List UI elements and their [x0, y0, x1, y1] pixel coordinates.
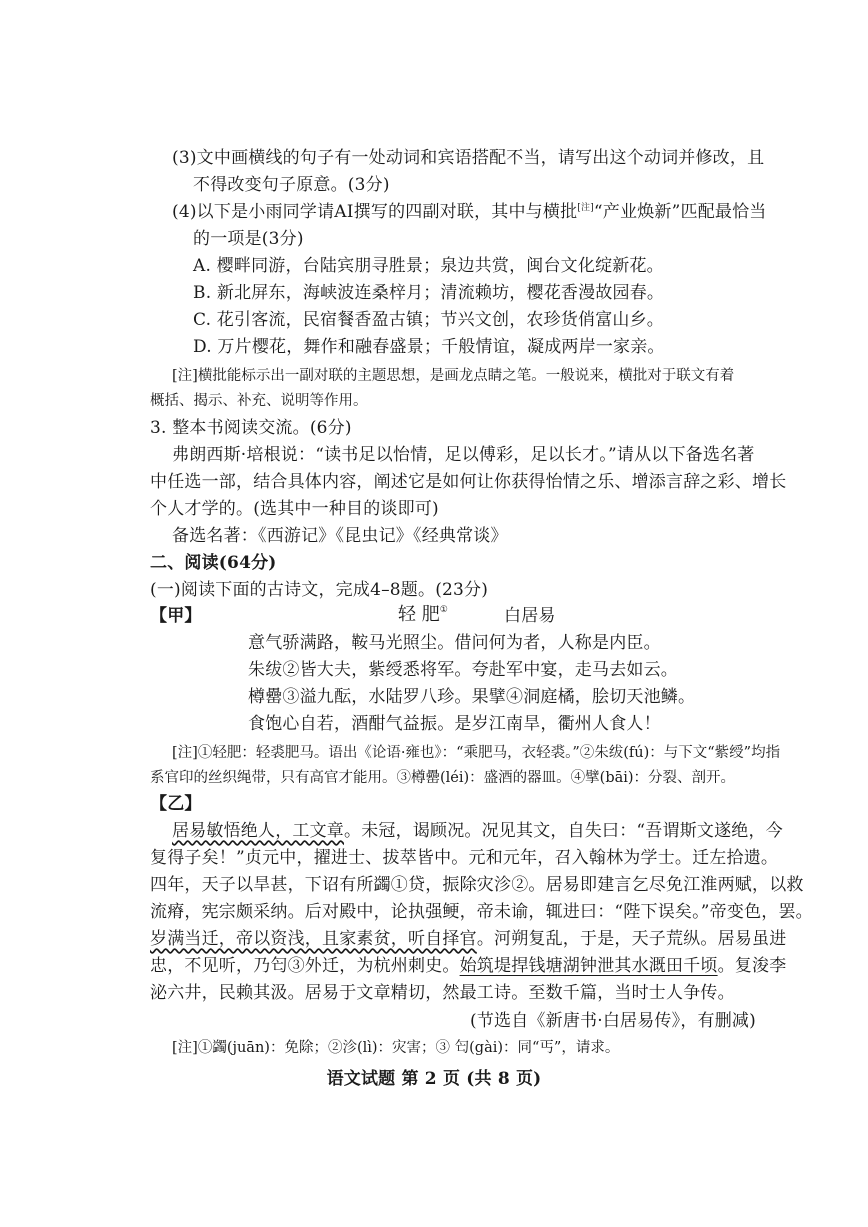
question-4-text-a: (4)以下是小雨同学请AI撰写的四副对联，其中与横批 — [172, 202, 578, 222]
poem-label: 【甲】 — [150, 606, 202, 626]
poem-title-text: 轻 肥 — [398, 604, 440, 625]
option-c: C. 花引客流，民宿餐香盈古镇；节兴文创，农珍货俏富山乡。 — [193, 310, 665, 330]
poem-line: 朱绂②皆大夫，紫绶悉将军。夸赴军中宴，走马去如云。 — [248, 660, 678, 680]
option-b: B. 新北屏东，海峡波连桑梓月；清流赖坊，樱花香漫故园春。 — [193, 283, 665, 303]
book-list: 备选名著：《西游记》《昆虫记》《经典常谈》 — [172, 526, 508, 546]
question-4-line-2: 的一项是(3分) — [193, 229, 304, 249]
poem-title — [398, 606, 448, 624]
prose-line: 流瘠，宪宗颇采纳。后对殿中，论执强鲠，帝未谕，辄进曰：“陛下误矣。”帝变色，罢。 — [150, 902, 813, 922]
poem-line: 意气骄满路，鞍马光照尘。借问何为者，人称是内臣。 — [248, 633, 661, 653]
page-footer: 语文试题 第 2 页 (共 8 页) — [326, 1069, 542, 1089]
prose-source: (节选自《新唐书·白居易传》，有删减) — [470, 1011, 756, 1031]
note-marker: [注] — [577, 203, 594, 213]
underlined-sentence: 始筑堤捍钱塘湖钟泄其水溉田千顷 — [459, 956, 718, 976]
question-3-line-2: 不得改变句子原意。(3分) — [193, 175, 390, 195]
section-2-subtitle: (一)阅读下面的古诗文，完成4–8题。(23分) — [150, 580, 489, 600]
option-d: D. 万片樱花，舞作和融春盛景；千般情谊，凝成两岸一家亲。 — [193, 337, 665, 357]
poem-title-note: ① — [439, 605, 448, 615]
prose-line — [172, 823, 783, 840]
question-3-line-1: (3)文中画横线的句子有一处动词和宾语搭配不当，请写出这个动词并修改，且 — [172, 148, 765, 168]
note-line-2: 概括、揭示、补充、说明等作用。 — [150, 393, 368, 409]
poem-note-line-2: 系官印的丝织绳带，只有高官才能用。③樽罍(léi)：盛酒的器皿。④擘(bāi)：分裂、剖开。 — [150, 770, 736, 786]
prose-text: 。复浚李 — [717, 956, 787, 976]
prose-line — [150, 931, 786, 948]
poem-line: 樽罍③溢九酝，水陆罗八珍。果擘④洞庭橘，脍切天池鳞。 — [248, 687, 696, 707]
question-4-text-b: “产业焕新”匹配最恰当 — [593, 202, 767, 222]
question-whole-book-line-3: 个人才学的。(选其中一种目的谈即可) — [150, 499, 439, 519]
prose-note: [注]①蠲(juān)：免除；②沴(lì)：灾害；③ 匄(gài)：同“丐”，请求。 — [172, 1040, 620, 1056]
prose-text: 。未冠，谒顾况。况见其文，自失曰：“吾谓斯文遂绝，今 — [344, 821, 783, 841]
section-2-title: 二、阅读(64分) — [150, 553, 277, 573]
prose-line: 四年，天子以旱甚，下诏有所蠲①贷，振除灾沴②。居易即建言乞尽免江淮两赋，以救 — [150, 875, 804, 895]
prose-text: 忠，不见听，乃匄③外迁，为杭州刺史。 — [150, 956, 460, 976]
question-whole-book-line-2: 中任选一部，结合具体内容，阐述它是如何让你获得怡情之乐、增添言辞之彩、增长 — [150, 472, 787, 492]
option-a: A. 樱畔同游，台陆宾朋寻胜景；泉边共赏，闽台文化绽新花。 — [193, 256, 664, 276]
question-whole-book-title: 3. 整本书阅读交流。(6分) — [150, 418, 352, 438]
wavy-underlined-sentence: 居易敏悟绝人，工文章 — [172, 821, 344, 841]
poem-line: 食饱心自若，酒酣气益振。是岁江南旱，衢州人食人！ — [248, 714, 661, 734]
prose-line: 复得子矣！”贞元中，擢进士、拔萃皆中。元和元年，召入翰林为学士。迁左拾遗。 — [150, 848, 779, 868]
prose-text: 。河朔复乱，于是，天子荒纵。居易虽进 — [476, 929, 787, 949]
wavy-underlined-sentence: 岁满当迁，帝以资浅，且家素贫，听自择官 — [150, 929, 477, 949]
question-4-line-1 — [172, 204, 767, 221]
note-line-1: [注]横批能标示出一副对联的主题思想，是画龙点睛之笔。一般说来，横批对于联文有着 — [172, 368, 735, 384]
poem-note-line-1: [注]①轻肥：轻裘肥马。语出《论语·雍也》：“乘肥马，衣轻裘。”②朱绂(fú)：与下文“紫绶”均指 — [172, 745, 781, 761]
poem-author: 白居易 — [504, 606, 556, 626]
prose-line: 泌六井，民赖其汲。居易于文章精切，然最工诗。至数千篇，当时士人争传。 — [150, 983, 735, 1003]
prose-label: 【乙】 — [150, 794, 202, 814]
prose-line — [150, 958, 786, 975]
question-whole-book-line-1: 弗朗西斯·培根说：“读书足以怡情，足以傅彩，足以长才。”请从以下备选名著 — [172, 445, 755, 465]
